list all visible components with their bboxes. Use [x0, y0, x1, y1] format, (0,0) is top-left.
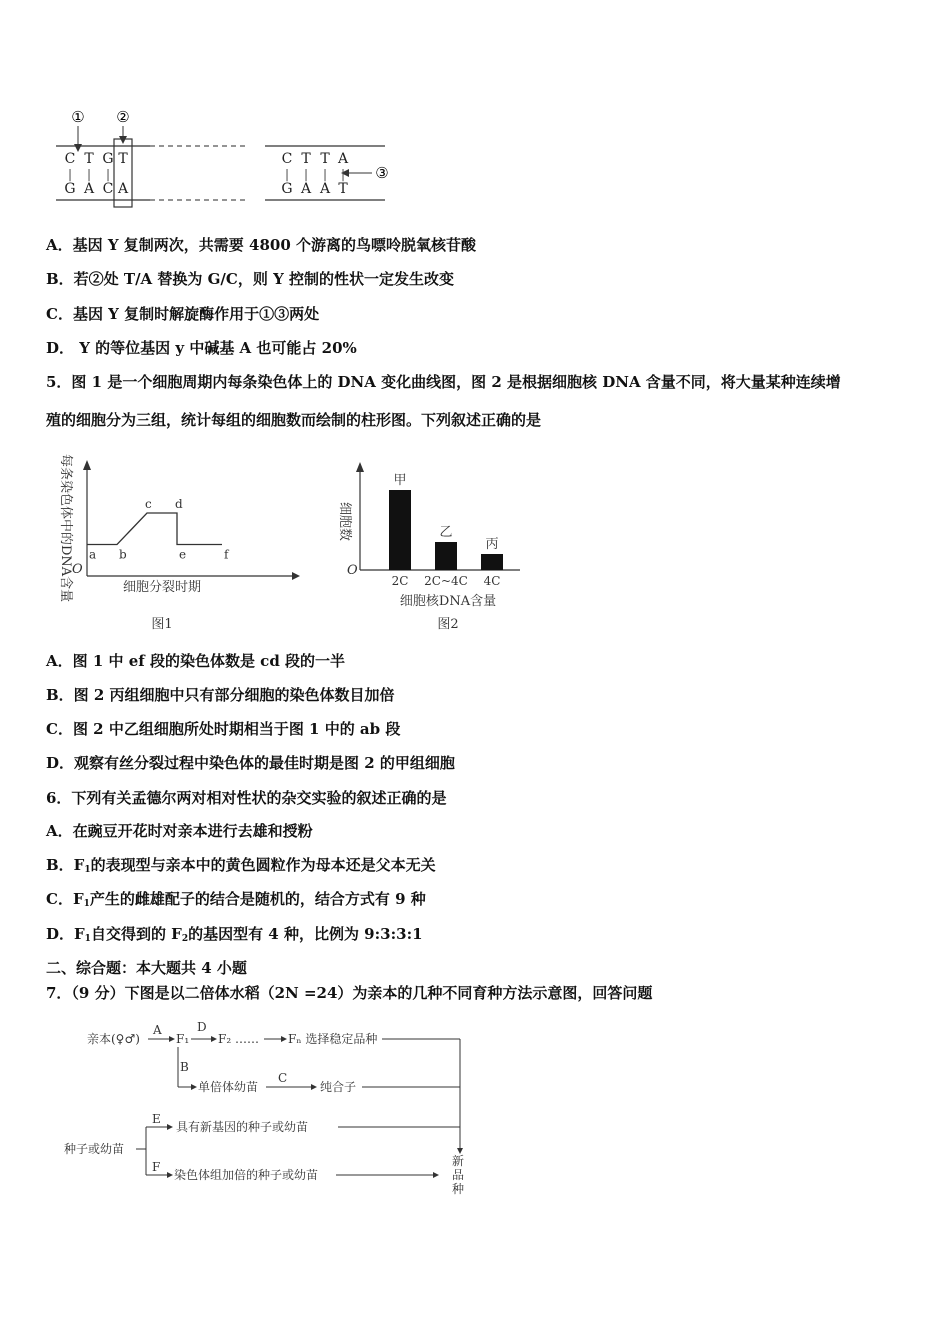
q5-option-b: B．图 2 丙组细胞中只有部分细胞的染色体数目加倍 [46, 686, 395, 704]
dna-diagram [40, 100, 420, 215]
dna-bond-left-2: | [105, 167, 111, 181]
fig2-bar-label-2: 丙 [485, 537, 499, 552]
flow-doubled: 染色体组加倍的种子或幼苗 [174, 1168, 319, 1182]
flow-label-c: C [278, 1071, 288, 1085]
breeding-flow-diagram [60, 1015, 480, 1200]
fig1-point-label-c: c [145, 497, 152, 511]
flow-label-b: B [180, 1060, 189, 1074]
dna-bond-left-1: | [86, 167, 92, 181]
fig1-xlabel: 细胞分裂时期 [122, 580, 202, 595]
fig1-ylabel: 每条染色体中的DNA含量 [58, 454, 73, 603]
figure-2-bar-chart [330, 462, 530, 638]
q5-option-d: D．观察有丝分裂过程中染色体的最佳时期是图 2 的甲组细胞 [46, 754, 455, 772]
q4-option-b: B．若②处 T/A 替换为 G/C，则 Y 控制的性状一定发生改变 [46, 270, 455, 288]
fig1-title: 图1 [151, 617, 173, 632]
fig2-category-0: 2C [391, 574, 409, 588]
dna-bottom-right-base-0: G [281, 181, 293, 197]
fig2-bar-1 [435, 542, 457, 570]
fig2-bar-label-1: 乙 [439, 525, 453, 540]
q5-stem-line1: 5．图 1 是一个细胞周期内每条染色体上的 DNA 变化曲线图，图 2 是根据细胞核 DNA 含量不同，将大量某种连续增 [46, 373, 841, 391]
fig1-origin: O [72, 562, 83, 577]
fig1-point-label-e: e [179, 547, 187, 562]
q6-option-a: A．在豌豆开花时对亲本进行去雄和授粉 [46, 822, 313, 840]
flow-new-variety-3: 种 [452, 1182, 465, 1196]
fig1-point-label-f: f [224, 547, 229, 562]
q6-option-d: D．$F_1$自交得到的 $F_2$的基因型有 4 种，比例为 9:3:3:1 [46, 925, 423, 944]
dna-bottom-left-base-1: A [83, 181, 95, 197]
dna-top-right-base-1: T [301, 151, 311, 167]
q7-stem: 7．（9 分）下图是以二倍体水稻（2N =24）为亲本的几种不同育种方法示意图，回答问题 [46, 984, 653, 1002]
dna-bottom-right-base-3: T [338, 181, 348, 197]
fig2-marks [389, 473, 503, 588]
fig2-bar-label-0: 甲 [393, 473, 407, 488]
dna-top-left-base-2: G [102, 151, 114, 167]
dna-bottom-right-base-1: A [300, 181, 312, 197]
q6-option-b: B．$F_1$的表现型与亲本中的黄色圆粒作为母本还是父本无关 [46, 856, 436, 875]
q5-option-a: A．图 1 中 ef 段的染色体数是 cd 段的一半 [46, 652, 346, 670]
flow-new-variety-1: 新 [452, 1154, 465, 1168]
fig2-bar-0 [389, 490, 411, 570]
q4-option-a: A．基因 Y 复制两次，共需要 4800 个游离的鸟嘌呤脱氧核苷酸 [46, 236, 476, 254]
q5-option-c: C．图 2 中乙组细胞所处时期相当于图 1 中的 ab 段 [46, 720, 401, 738]
dna-bond-left-0: | [67, 167, 73, 181]
flow-seed: 种子或幼苗 [64, 1142, 125, 1156]
figure-1-line-chart [50, 448, 310, 638]
dna-bottom-right-base-2: A [319, 181, 331, 197]
flow-label-f: F [152, 1160, 161, 1174]
dna-bottom-left-base-0: G [64, 181, 76, 197]
fig2-xlabel: 细胞核DNA含量 [399, 594, 497, 609]
dna-top-left-base-0: C [64, 151, 76, 167]
dna-bond-right-1: | [303, 167, 309, 181]
dna-bottom-left-base-2: C [102, 181, 114, 197]
marker-2: ② [116, 108, 130, 126]
flow-newgene: 具有新基因的种子或幼苗 [176, 1120, 309, 1134]
flow-f1: F₁ [176, 1032, 190, 1046]
fig1-point-label-b: b [119, 547, 127, 562]
marker-3: ③ [375, 164, 389, 182]
q4-option-c: C．基因 Y 复制时解旋酶作用于①③两处 [46, 305, 320, 323]
flow-label-d: D [197, 1020, 207, 1034]
fig2-bar-2 [481, 554, 503, 570]
dna-bond-right-2: | [322, 167, 328, 181]
flow-parent: 亲本(♀♂) [87, 1032, 140, 1046]
fig2-category-1: 2C~4C [424, 574, 468, 588]
dna-top-right-base-2: T [320, 151, 330, 167]
dna-bases [64, 151, 349, 197]
flow-label-a: A [153, 1023, 162, 1037]
dna-top-right-base-0: C [281, 151, 293, 167]
fig1-marks [87, 497, 230, 562]
dna-top-left-base-3: T [118, 151, 128, 167]
flow-new-variety-2: 品 [452, 1168, 465, 1182]
fig2-title: 图2 [437, 617, 459, 632]
q5-stem-line2: 殖的细胞分为三组，统计每组的细胞数而绘制的柱形图。下列叙述正确的是 [46, 411, 542, 429]
flow-haploid: 单倍体幼苗 [198, 1080, 259, 1094]
flow-f2: F₂ …… [218, 1032, 259, 1046]
fig2-ylabel: 细胞数 [337, 502, 352, 542]
q6-option-c: C．$F_1$产生的雌雄配子的结合是随机的，结合方式有 9 种 [46, 890, 426, 909]
dna-bottom-left-base-3: A [117, 181, 129, 197]
flow-pure: 纯合子 [320, 1080, 357, 1094]
q6-stem: 6．下列有关孟德尔两对相对性状的杂交实验的叙述正确的是 [46, 789, 447, 807]
fig1-curve [87, 513, 222, 545]
dna-top-left-base-1: T [84, 151, 94, 167]
fig1-point-label-a: a [89, 547, 97, 562]
section-2-heading: 二、综合题：本大题共 4 小题 [46, 959, 247, 977]
fig1-point-label-d: d [175, 497, 183, 511]
marker-1: ① [71, 108, 85, 126]
q4-option-d: D． Y 的等位基因 y 中碱基 A 也可能占 20% [46, 339, 357, 357]
dna-bond-right-0: | [284, 167, 290, 181]
fig2-origin: O [347, 563, 358, 578]
flow-label-e: E [152, 1112, 161, 1126]
dna-bond-right-3: | [340, 167, 346, 181]
flow-fn: Fₙ 选择稳定品种 [288, 1032, 378, 1046]
dna-top-right-base-3: A [337, 151, 349, 167]
fig2-category-2: 4C [483, 574, 501, 588]
